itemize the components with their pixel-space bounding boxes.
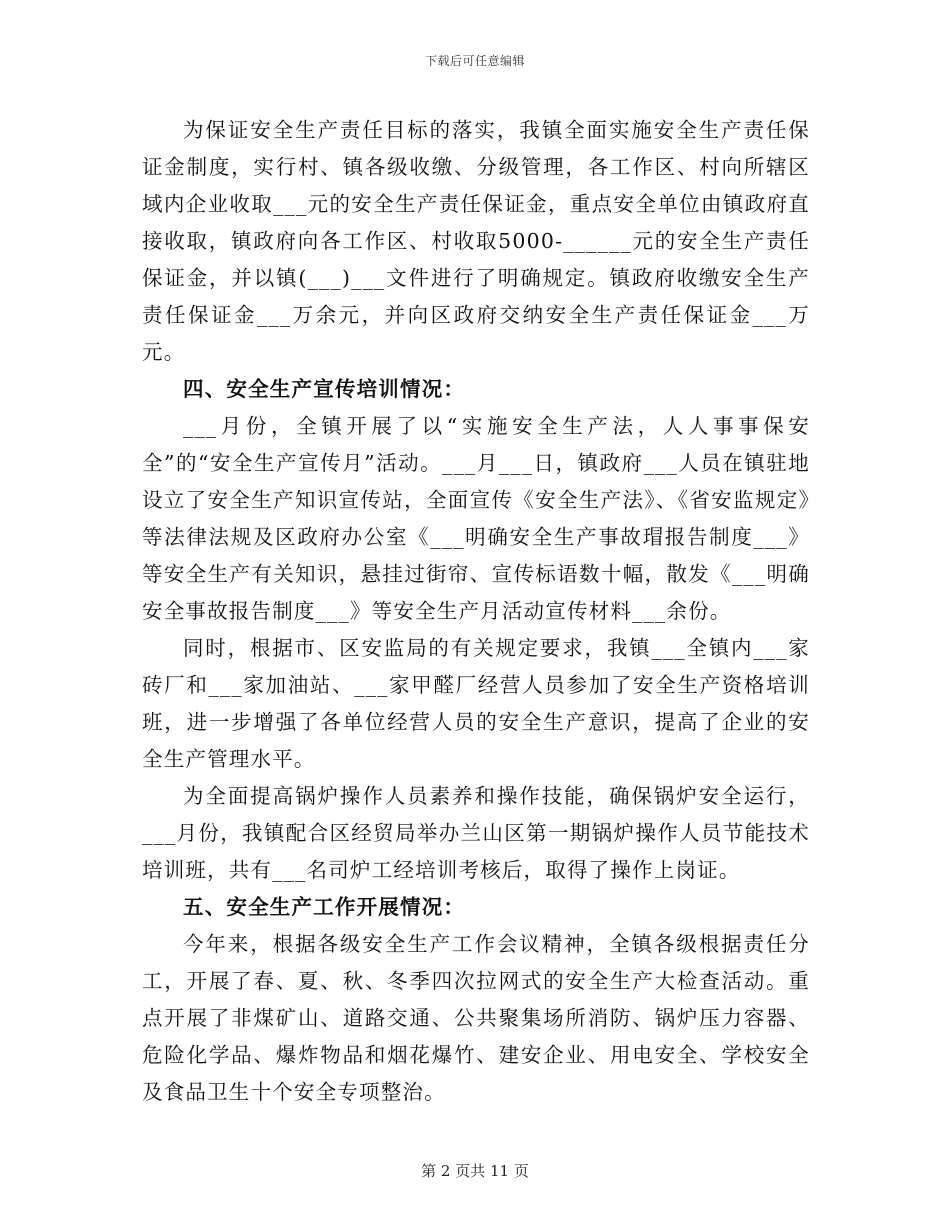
section-heading-5: 五、安全生产工作开展情况： [183, 895, 466, 919]
paragraph-publicity-month: ___月份，全镇开展了以“实施安全生产法，人人事事保安全”的“安全生产宣传月”活动。___月___日，镇政府___人员在镇驻地设立了安全生产知识宣传站，全面宣传《安全生产法》、《省安监规定》等法律法规及区政府办公室《___明确安全生产事故瑁报告制度___》等安全生产有关知识，悬挂过街帘、宣传标语数十幅，散发《___明确安全事故报告制度___》等安全生产月活动宣传材料___余份。 [142, 414, 810, 623]
document-body [142, 112, 810, 1111]
paragraph-guarantee-fund: 为保证安全生产责任目标的落实，我镇全面实施安全生产责任保证金制度，实行村、镇各级收缴、分级管理，各工作区、村向所辖区域内企业收取___元的安全生产责任保证金，重点安全单位由镇政府直接收取，镇政府向各工作区、村收取5000-______元的安全生产责任保证金，并以镇(___)___文件进行了明确规定。镇政府收缴安全生产责任保证金___万余元，并向区政府交纳安全生产责任保证金___万元。 [142, 118, 810, 364]
paragraph-boiler-training: 为全面提高锅炉操作人员素养和操作技能，确保锅炉安全运行，___月份，我镇配合区经贸局举办兰山区第一期锅炉操作人员节能技术培训班，共有___名司炉工经培训考核后，取得了操作上岗证。 [142, 784, 810, 882]
paragraph-inspection: 今年来，根据各级安全生产工作会议精神，全镇各级根据责任分工，开展了春、夏、秋、冬季四次拉网式的安全生产大检查活动。重点开展了非煤矿山、道路交通、公共聚集场所消防、锅炉压力容器、危险化学品、爆炸物品和烟花爆竹、建安企业、用电安全、学校安全及食品卫生十个安全专项整治。 [142, 932, 810, 1104]
paragraph-qualification-training: 同时，根据市、区安监局的有关规定要求，我镇___全镇内___家砖厂和___家加油站、___家甲醛厂经营人员参加了安全生产资格培训班，进一步增强了各单位经营人员的安全生产意识，提高了企业的安全生产管理水平。 [142, 636, 810, 771]
section-heading-4: 四、安全生产宣传培训情况： [183, 377, 466, 401]
page-header: 下载后可任意编辑 [424, 54, 525, 68]
page-footer: 第 2 页共 11 页 [421, 1162, 529, 1180]
